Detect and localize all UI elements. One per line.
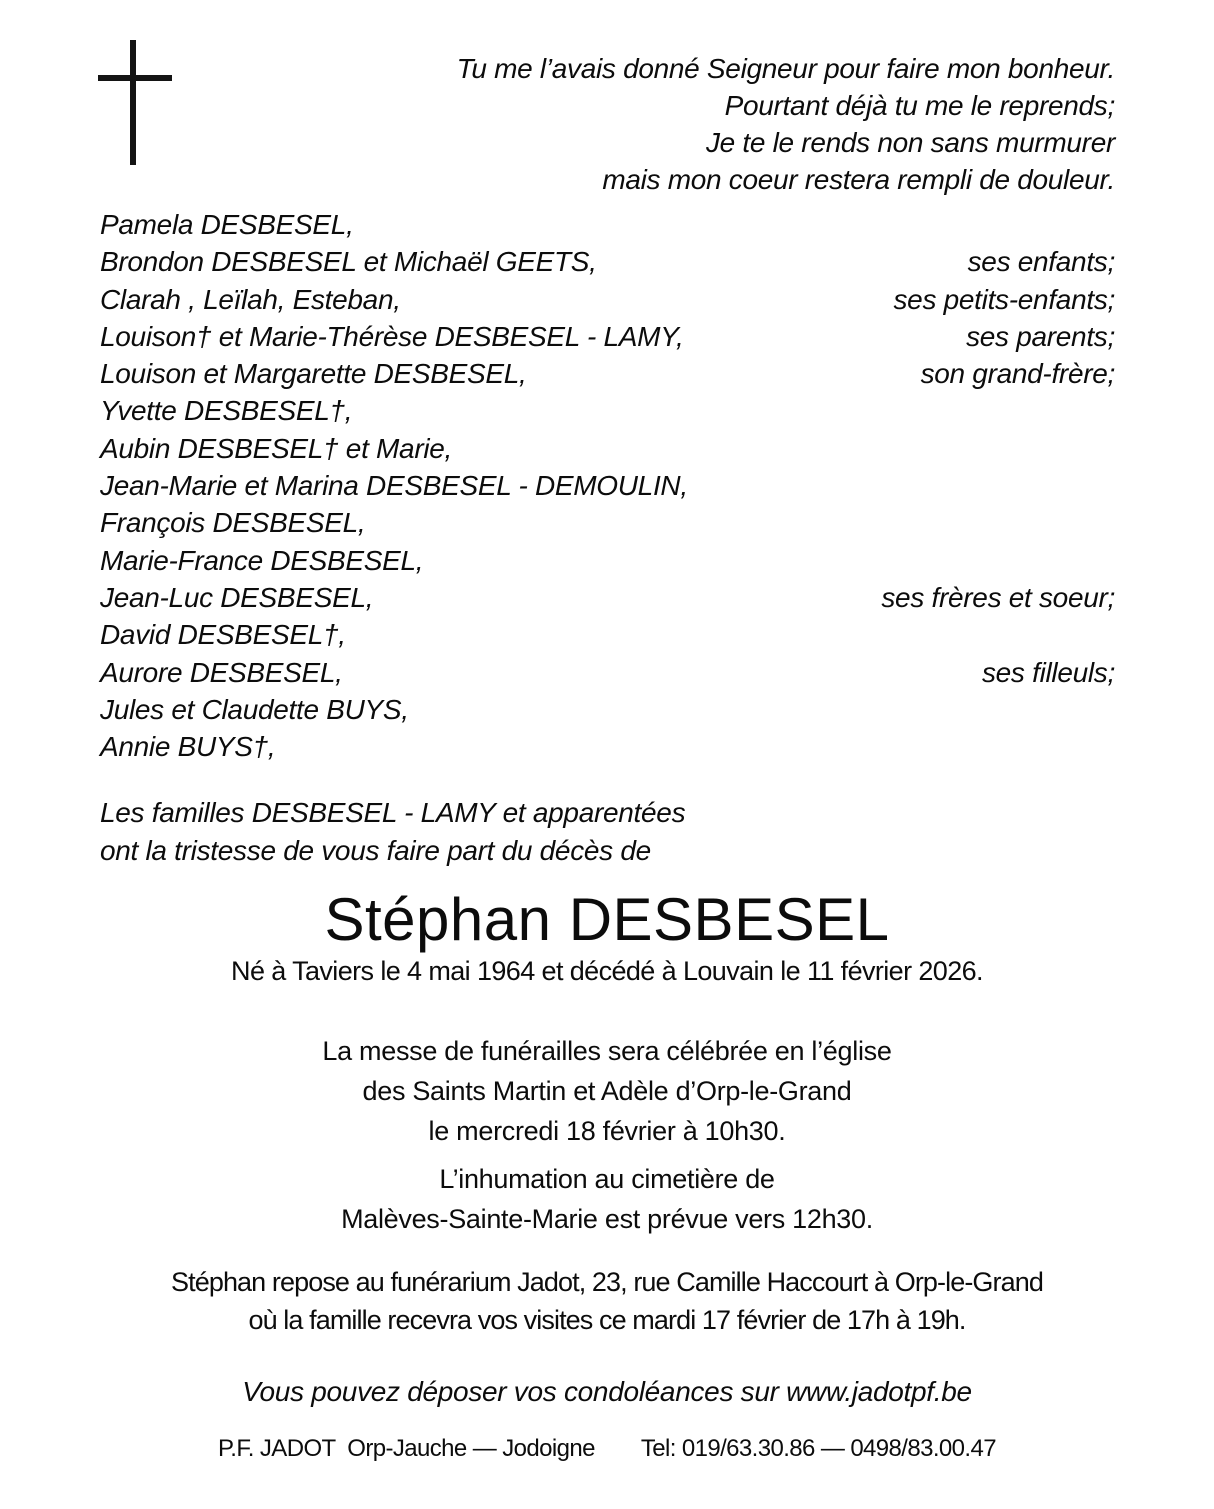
cross-vertical-bar <box>130 40 136 165</box>
visitation-details <box>0 1263 1214 1339</box>
mourner-name: Jean-Marie et Marina DESBESEL - DEMOULIN, <box>100 470 688 502</box>
mourner-name: Annie BUYS†, <box>100 731 276 763</box>
mourner-relation: ses filleuls; <box>981 656 1115 688</box>
mourner-name: Marie-France DESBESEL, <box>100 544 424 576</box>
funeral-mass-line: La messe de funérailles sera célébrée en l’église <box>322 1036 892 1067</box>
mourner-name: David DESBESEL†, <box>100 619 346 651</box>
mourner-row <box>100 694 1115 731</box>
mourner-name: Aurore DESBESEL, <box>100 656 343 688</box>
funeral-home-name: P.F. JADOT Orp-Jauche — Jodoigne <box>217 1435 595 1463</box>
announcement-line-2: ont la tristesse de vous faire part du décès de <box>100 834 651 866</box>
mourner-name: Louison et Margarette DESBESEL, <box>100 358 527 390</box>
mourner-row <box>100 507 1115 544</box>
mourner-row <box>100 395 1115 432</box>
mourner-name: Yvette DESBESEL†, <box>100 395 353 427</box>
mourner-row <box>100 284 1115 321</box>
mourner-relation: son grand-frère; <box>920 358 1115 390</box>
mourner-name: Brondon DESBESEL et Michaël GEETS, <box>100 246 597 278</box>
funeral-mass-line: le mercredi 18 février à 10h30. <box>428 1116 786 1147</box>
mourner-name: François DESBESEL, <box>100 507 366 539</box>
funeral-mass-line: des Saints Martin et Adèle d’Orp-le-Grand <box>362 1076 852 1107</box>
mourner-name: Pamela DESBESEL, <box>100 209 354 240</box>
visitation-line: Stéphan repose au funérarium Jadot, 23, rue Camille Haccourt à Orp-le-Grand <box>171 1267 1043 1298</box>
mourner-name: Jules et Claudette BUYS, <box>100 693 409 725</box>
mourner-relation: ses frères et soeur; <box>881 581 1115 613</box>
burial-details <box>0 1159 1214 1239</box>
mourner-row <box>100 209 1115 246</box>
mourner-relation: ses petits-enfants; <box>893 283 1115 315</box>
visitation-line: où la famille recevra vos visites ce mardi 17 février de 17h à 19h. <box>248 1305 966 1336</box>
epigraph-line: Tu me l’avais donné Seigneur pour faire mon bonheur. <box>456 53 1115 84</box>
mourner-row <box>100 358 1115 395</box>
epigraph-line: mais mon coeur restera rempli de douleur. <box>602 164 1115 195</box>
announcement-line-1: Les familles DESBESEL - LAMY et apparentées <box>100 797 686 829</box>
mourner-row <box>100 246 1115 283</box>
mourner-row <box>100 470 1115 507</box>
mourner-name: Louison† et Marie-Thérèse DESBESEL - LAMY, <box>100 320 684 352</box>
mourner-row <box>100 731 1115 768</box>
epigraph-line: Je te le rends non sans murmurer <box>705 127 1115 158</box>
deceased-name: Stéphan DESBESEL <box>324 886 890 954</box>
funeral-home-phone: Tel: 019/63.30.86 — 0498/83.00.47 <box>640 1435 996 1463</box>
mourner-row <box>100 321 1115 358</box>
mourner-name: Clarah , Leïlah, Esteban, <box>100 283 401 315</box>
life-dates: Né à Taviers le 4 mai 1964 et décédé à Louvain le 11 février 2026. <box>231 956 983 987</box>
epigraph <box>300 0 1115 198</box>
condolences-note: Vous pouvez déposer vos condoléances sur www.jadotpf.be <box>242 1376 972 1408</box>
funeral-mass-details <box>0 1031 1214 1151</box>
mourner-row <box>100 433 1115 470</box>
mourner-row <box>100 657 1115 694</box>
cross-horizontal-bar <box>98 75 172 81</box>
mourner-relation: ses enfants; <box>967 246 1115 278</box>
epigraph-line: Pourtant déjà tu me le reprends; <box>724 90 1115 121</box>
burial-line: Malèves-Sainte-Marie est prévue vers 12h30. <box>341 1204 873 1235</box>
mourner-row <box>100 545 1115 582</box>
burial-line: L’inhumation au cimetière de <box>439 1164 775 1195</box>
funeral-home-footer <box>0 1434 1214 1464</box>
mourner-row <box>100 582 1115 619</box>
mourner-name: Aubin DESBESEL† et Marie, <box>100 432 453 464</box>
announcement <box>100 794 1115 869</box>
mourners-list <box>100 209 1115 768</box>
mourner-relation: ses parents; <box>966 320 1115 352</box>
mourner-name: Jean-Luc DESBESEL, <box>100 581 374 613</box>
mourner-row <box>100 619 1115 656</box>
latin-cross-icon <box>98 40 172 165</box>
